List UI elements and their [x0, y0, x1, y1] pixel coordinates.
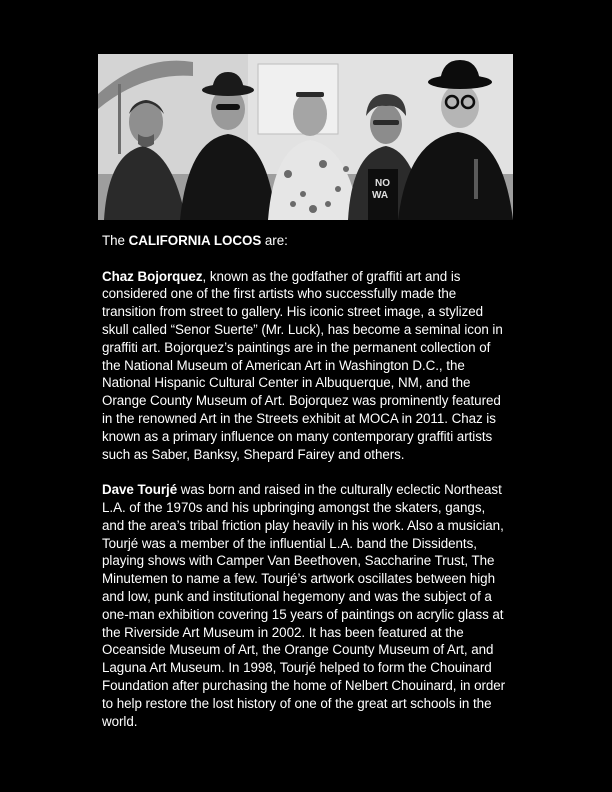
dave-bio-line-4: Tourjé was a member of the influential L.A. band the Dissidents,	[102, 535, 477, 551]
dave-bio-line-10: Oceanside Museum of Art, the Orange County Museum of Art, and	[102, 642, 494, 658]
chaz-name: Chaz Bojorquez	[102, 268, 203, 284]
chaz-bio-line-4: skull called “Senor Suerte” (Mr. Luck), has become a seminal icon in	[102, 321, 503, 337]
dave-bio-line-13: to help restore the lost history of one of the great art schools in the	[102, 695, 492, 711]
chaz-bio-line-9: in the renowned Art in the Streets exhibit at MOCA in 2011. Chaz is	[102, 410, 496, 426]
chaz-bio	[102, 268, 522, 464]
dave-bio-line-11: Laguna Art Museum. In 1998, Tourjé helped to form the Chouinard	[102, 660, 492, 676]
dave-bio-line-7: and low, punk and institutional hegemony and was the subject of a	[102, 588, 492, 604]
chaz-bio-line-3: transition from street to gallery. His iconic street image, a stylized	[102, 304, 484, 320]
chaz-bio-line-1	[102, 268, 522, 286]
intro-prefix: The	[102, 233, 129, 248]
chaz-bio-line-2: considered one of the first artists who successfully made the	[102, 286, 457, 302]
dave-bio-line-6: Minutemen to name a few. Tourjé’s artwork oscillates between high	[102, 571, 495, 587]
dave-bio-line-3: and the area’s tribal friction play heavily in his work. Also a musician,	[102, 517, 504, 533]
dave-bio-line-9: the Riverside Art Museum in 2002. It has been featured at the	[102, 624, 464, 640]
dave-bio-line-2: L.A. of the 1970s and his upbringing amongst the skaters, gangs,	[102, 499, 486, 515]
chaz-bio-line-11: such as Saber, Banksy, Shepard Fairey and others.	[102, 446, 405, 462]
shirt-print-line-2: WA	[372, 190, 389, 201]
dave-bio-line-5: playing shows with Camper Van Beethoven, Saccharine Trust, The	[102, 553, 495, 569]
dave-bio-line-12: Foundation after purchasing the home of Nelbert Chouinard, in order	[102, 677, 506, 693]
dave-line-text: was born and raised in the culturally eclectic Northeast	[177, 482, 502, 498]
dave-name: Dave Tourjé	[102, 482, 178, 498]
intro-line	[102, 232, 522, 250]
group-photo-drawing	[98, 54, 513, 220]
body-text	[102, 232, 522, 730]
chaz-bio-line-10: known as a primary influence on many contemporary graffiti artists	[102, 428, 493, 444]
shirt-print-line-1: NO	[375, 178, 390, 189]
chaz-bio-line-7: National Hispanic Cultural Center in Albuquerque, NM, and the	[102, 375, 471, 391]
dave-bio-line-8: one-man exhibition covering 15 years of paintings on acrylic glass at	[102, 606, 504, 622]
group-name: CALIFORNIA LOCOS	[128, 233, 262, 248]
chaz-line-text: , known as the godfather of graffiti art and is	[202, 268, 461, 284]
dave-bio-line-1	[102, 481, 522, 499]
group-photo	[98, 54, 513, 220]
intro-suffix: are:	[261, 233, 288, 248]
chaz-bio-line-6: the National Museum of American Art in Washington D.C., the	[102, 357, 465, 373]
dave-bio-line-14: world.	[102, 713, 138, 729]
dave-bio	[102, 481, 522, 730]
chaz-bio-line-8: Orange County Museum of Art. Bojorquez was prominently featured	[102, 393, 501, 409]
chaz-bio-line-5: graffiti art. Bojorquez’s paintings are in the permanent collection of	[102, 339, 491, 355]
